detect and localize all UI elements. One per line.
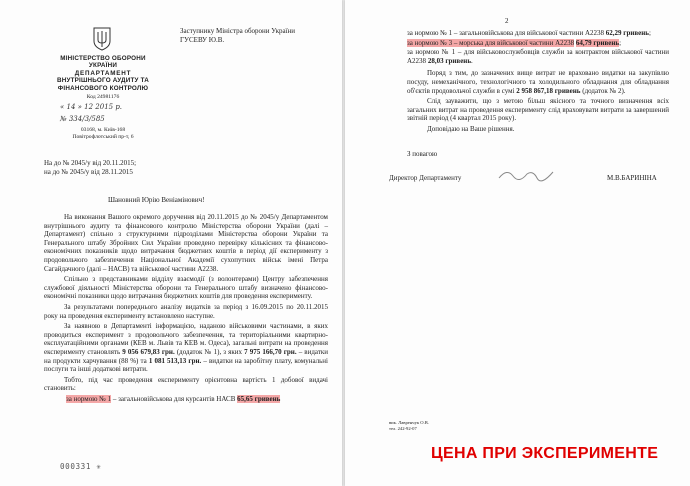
letterhead-line: ФІНАНСОВОГО КОНТРОЛЮ [57, 84, 149, 92]
norm-line: за нормою № 1 – для військовослужбовців служби за контрактом військової частини А2238 28,03 гривень. [407, 48, 669, 65]
document-stamp-number: 000331 ✳ [60, 462, 102, 471]
signature-mark [497, 166, 557, 184]
paragraph: Спільно з представниками відділу взаємодії (з волонтерами) Центру забезпечення службової діяльності Міністерства оборони та Генерального штабу визначено фінансово-економічні показники щодо витрачання бюджетних коштів для проведення експерименту. [44, 275, 328, 301]
paragraph [44, 322, 328, 374]
letterhead [48, 55, 158, 92]
signer-name: М.В.БАРИНІНА [607, 174, 657, 182]
text: Поряд з тим, до зазначених вище витрат не враховано видатки на закупівлю посуду, немеханічного, технологічного та холодильного обладнання для обладнання об'єктів продовольчої служби в сумі [407, 69, 669, 95]
paragraph: На виконання Вашого окремого доручення від 20.11.2015 до № 2045/у Департаментом внутрішнього аудиту та фінансового контролю Міністерства оборони України (далі – Департамент) спільно з структурними підрозділами Міністерства оборони України та Генерального штабу Збройних Сил України проведено перевірку кількісних та фінансово-економічних показників щодо витрачання бюджетних коштів в період дії експерименту з продовольчого забезпечення Національної Академії сухопутних військ імені Петра Сагайдачного (далі – НАСВ) та військової частини А2238. [44, 213, 328, 273]
letter-body [44, 213, 328, 403]
norm-line: за нормою № 1 – загальновійськова для військової частини А2238 62,29 гривень; [407, 29, 651, 37]
reference-line: На до № 2045/у від 20.11.2015; [44, 159, 137, 167]
letter-page-2 [345, 0, 690, 486]
address-line: 03168, м. Київ-168 [80, 127, 126, 133]
price: 28,03 гривень [427, 56, 472, 65]
stamp-number: 000331 [60, 462, 92, 471]
footer-line: тел. 242-92-07 [389, 426, 417, 431]
total-sum: 9 056 679,83 грн. [122, 347, 175, 356]
price-highlight: 65,65 гривень [237, 394, 281, 403]
executor-footer [389, 420, 429, 432]
food-sum: 7 975 166,70 грн. [244, 347, 297, 356]
letterhead-line: ДЕПАРТАМЕНТ [74, 69, 132, 77]
letter-page-1 [0, 0, 342, 486]
signer-title: Директор Департаменту [389, 174, 462, 182]
text: За наявною в Департаменті інформацією, наданою військовими частинами, в яких проводиться експеримент з продовольчого забезпечення, та територіальними квартирно-експлуатаційними органами (КЕВ м. Львів та КЕВ м. Одеса), загальні витрати на проведення експерименту становлять [44, 322, 328, 356]
norm-line: за нормою № 3 – морська для військової частини А2238 64,79 гривень; [407, 38, 622, 47]
letter-body [407, 29, 669, 134]
price: 62,29 гривень [605, 29, 649, 37]
paragraph: За результатами попереднього аналізу видатків за період з 16.09.2015 по 20.11.2015 року на проведення експерименту встановлено наступне. [44, 302, 328, 320]
closing: З повагою [407, 150, 438, 158]
letterhead-address [48, 127, 158, 141]
paragraph: Тобто, під час проведення експерименту орієнтовна вартість 1 добової видачі становить: [44, 375, 328, 393]
text: (додаток № 2). [582, 86, 626, 95]
addressee-name: ГУСЕВУ Ю.В. [180, 35, 225, 44]
reference-line: на до № 2045/у від 28.11.2015 [44, 167, 133, 176]
paragraph [407, 69, 669, 95]
text: – видатки на заробітну плату, комунальні послуги та інші додаткові витрати. [44, 356, 328, 374]
addressee [180, 27, 295, 44]
norm-line [44, 395, 328, 404]
text: – загальновійськова для курсантів НАСВ [112, 394, 236, 403]
other-sum: 1 081 513,13 грн. [148, 356, 202, 365]
letterhead-line: МІНІСТЕРСТВО ОБОРОНИ [60, 55, 146, 62]
highlight: за нормою № 3 – морська для військової частини А2238 [407, 38, 575, 47]
text: (додаток № 1), з яких [176, 347, 243, 356]
address-line: Повітрофлотський пр-т, 6 [72, 133, 134, 140]
price-highlight: 64,79 гривень [575, 38, 620, 47]
text: – видатки на продукти харчування (88 %) та [44, 347, 329, 365]
caption: ЦЕНА ПРИ ЭКСПЕРИМЕНТЕ [431, 445, 659, 462]
paragraph: Слід зауважити, що з метою більш якісного та точного визначення всіх загальних витрат на проведення експерименту слід враховувати витрати за завершений звітній період (4 квартал 2015 року). [407, 97, 669, 123]
page-number: 2 [505, 17, 509, 25]
addressee-line: Заступнику Міністра оборони України [180, 27, 296, 35]
footer-line: вик. Лавренчук О.В. [389, 420, 429, 425]
equipment-sum: 2 958 867,18 гривень [516, 86, 581, 95]
highlight: за нормою № 1 [66, 394, 112, 403]
letter-number: № 334/3/585 [60, 115, 105, 123]
trident-emblem-icon [93, 27, 111, 51]
greeting: Шановний Юрію Веніамінович! [108, 196, 205, 204]
letterhead-line: ВНУТРІШНЬОГО АУДИТУ ТА [57, 77, 149, 85]
letterhead-line: УКРАЇНИ [88, 62, 118, 70]
text: за нормою № 1 – для військовослужбовців служби за контрактом військової частини А2238 [407, 48, 669, 65]
text: за нормою № 1 – загальновійськова для військової частини А2238 [407, 29, 605, 37]
letter-date: « 14 » 12 2015 р. [60, 103, 123, 111]
paragraph: Доповідаю на Ваше рішення. [427, 124, 515, 133]
references [44, 159, 136, 176]
letterhead-code: Код 24981176 [86, 94, 120, 100]
